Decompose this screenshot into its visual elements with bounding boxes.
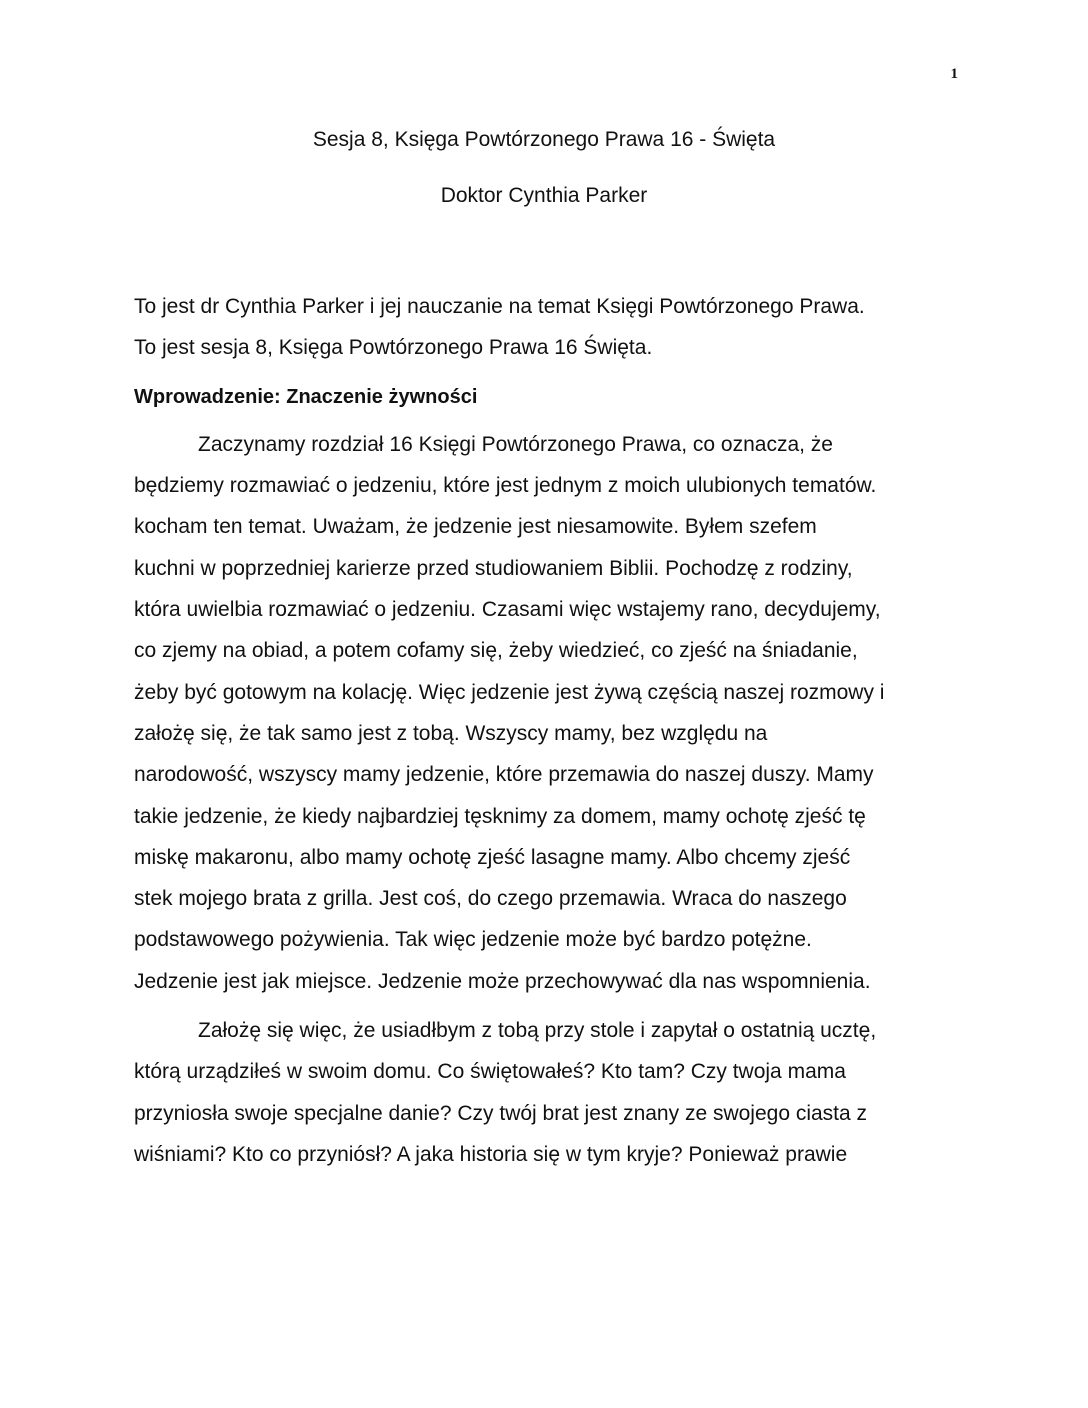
document-body bbox=[134, 286, 964, 1175]
body-paragraph bbox=[134, 424, 964, 1002]
section-heading: Wprowadzenie: Znaczenie żywności bbox=[134, 385, 478, 408]
text-line: stek mojego brata z grilla. Jest coś, do czego przemawia. Wraca do naszego bbox=[134, 887, 847, 911]
text-line: założę się, że tak samo jest z tobą. Wszyscy mamy, bez względu na bbox=[134, 721, 768, 745]
page-number: 1 bbox=[950, 66, 958, 82]
text-line: kocham ten temat. Uważam, że jedzenie jest niesamowite. Byłem szefem bbox=[134, 515, 817, 539]
text-line: żeby być gotowym na kolację. Więc jedzenie jest żywą częścią naszej rozmowy i bbox=[134, 680, 885, 704]
text-line: wiśniami? Kto co przyniósł? A jaka historia się w tym kryje? Ponieważ prawie bbox=[134, 1142, 848, 1166]
text-line: która uwielbia rozmawiać o jedzeniu. Czasami więc wstajemy rano, decydujemy, bbox=[134, 598, 881, 622]
text-line: miskę makaronu, albo mamy ochotę zjeść lasagne mamy. Albo chcemy zjeść bbox=[134, 845, 851, 869]
intro-paragraph bbox=[134, 286, 964, 369]
text-line: Zaczynamy rozdział 16 Księgi Powtórzonego Prawa, co oznacza, że bbox=[198, 432, 833, 456]
text-line: narodowość, wszyscy mamy jedzenie, które przemawia do naszej duszy. Mamy bbox=[134, 763, 874, 787]
text-line: podstawowego pożywienia. Tak więc jedzenie może być bardzo potężne. bbox=[134, 928, 812, 952]
text-line: Założę się więc, że usiadłbym z tobą przy stole i zapytał o ostatnią ucztę, bbox=[198, 1019, 877, 1043]
text-line: takie jedzenie, że kiedy najbardziej tęsknimy za domem, mamy ochotę zjeść tę bbox=[134, 804, 866, 828]
intro-line: To jest sesja 8, Księga Powtórzonego Prawa 16 Święta. bbox=[134, 336, 653, 360]
text-line: co zjemy na obiad, a potem cofamy się, żeby wiedzieć, co zjeść na śniadanie, bbox=[134, 639, 858, 663]
body-paragraph bbox=[134, 1010, 964, 1175]
intro-line: To jest dr Cynthia Parker i jej nauczanie na temat Księgi Powtórzonego Prawa. bbox=[134, 295, 865, 318]
text-line: kuchni w poprzedniej karierze przed studiowaniem Biblii. Pochodzę z rodziny, bbox=[134, 556, 853, 580]
text-line: będziemy rozmawiać o jedzeniu, które jest jednym z moich ulubionych tematów. bbox=[134, 474, 877, 498]
text-line: którą urządziłeś w swoim domu. Co świętowałeś? Kto tam? Czy twoja mama bbox=[134, 1060, 846, 1084]
document-title: Sesja 8, Księga Powtórzonego Prawa 16 - Święta bbox=[312, 128, 776, 151]
document-author: Doktor Cynthia Parker bbox=[440, 184, 648, 207]
text-line: przyniosła swoje specjalne danie? Czy twój brat jest znany ze swojego ciasta z bbox=[134, 1101, 868, 1125]
text-line: Jedzenie jest jak miejsce. Jedzenie może przechowywać dla nas wspomnienia. bbox=[134, 969, 871, 993]
